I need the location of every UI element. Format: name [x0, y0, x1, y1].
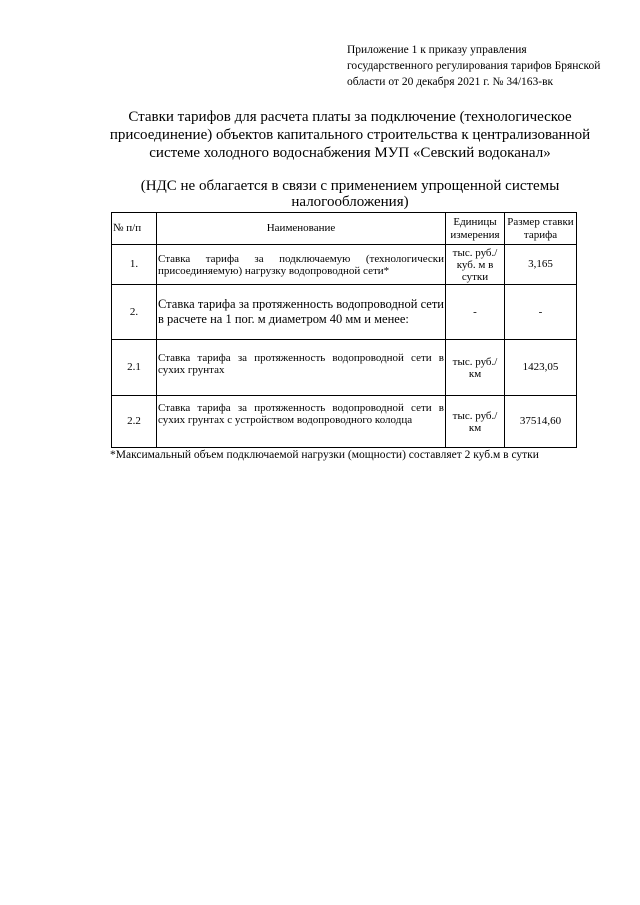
row-name: Ставка тарифа за протяженность водопроводной сети в сухих грунтах с устройством водопроводного колодца [157, 396, 446, 448]
title-line: системе холодного водоснабжения МУП «Севский водоканал» [149, 145, 551, 161]
row-rate: 1423,05 [505, 340, 577, 396]
row-num: 2.1 [112, 340, 157, 396]
table-row [112, 285, 577, 340]
header-unit: Единицы измерения [446, 213, 505, 245]
appendix-reference [347, 42, 637, 90]
row-unit: - [446, 285, 505, 340]
header-rate: Размер ставки тарифа [505, 213, 577, 245]
row-unit: тыс. руб./км [446, 396, 505, 448]
row-rate: 3,165 [505, 245, 577, 285]
row-num: 2. [112, 285, 157, 340]
row-unit: тыс. руб./куб. м в сутки [446, 245, 505, 285]
header-num: № п/п [112, 213, 157, 245]
tariff-table [111, 212, 577, 448]
appendix-line: области от 20 декабря 2021 г. № 34/163-вк [347, 76, 554, 88]
vat-note-line: налогообложения) [291, 194, 409, 210]
row-unit: тыс. руб./км [446, 340, 505, 396]
row-num: 1. [112, 245, 157, 285]
vat-note-line: (НДС не облагается в связи с применением упрощенной системы [140, 178, 560, 194]
title-line: Ставки тарифов для расчета платы за подключение (технологическое [128, 109, 572, 125]
row-name: Ставка тарифа за подключаемую (технологически присоединяемую) нагрузку водопроводной сети* [157, 245, 446, 285]
row-num: 2.2 [112, 396, 157, 448]
table-row [112, 340, 577, 396]
title-line: присоединение) объектов капитального строительства к централизованной [109, 127, 591, 143]
appendix-line: государственного регулирования тарифов Брянской [347, 60, 601, 72]
row-name: Ставка тарифа за протяженность водопроводной сети в сухих грунтах [157, 340, 446, 396]
row-name: Ставка тарифа за протяженность водопроводной сети в расчете на 1 пог. м диаметром 40 мм и менее: [157, 285, 446, 340]
header-name: Наименование [157, 213, 446, 245]
row-rate: 37514,60 [505, 396, 577, 448]
table-row [112, 245, 577, 285]
row-rate: - [505, 285, 577, 340]
footnote: *Максимальный объем подключаемой нагрузки (мощности) составляет 2 куб.м в сутки [110, 449, 539, 461]
vat-note [110, 178, 590, 210]
table-row [112, 396, 577, 448]
table-header-row [112, 213, 577, 245]
document-title [100, 108, 600, 162]
appendix-line: Приложение 1 к приказу управления [347, 44, 527, 56]
